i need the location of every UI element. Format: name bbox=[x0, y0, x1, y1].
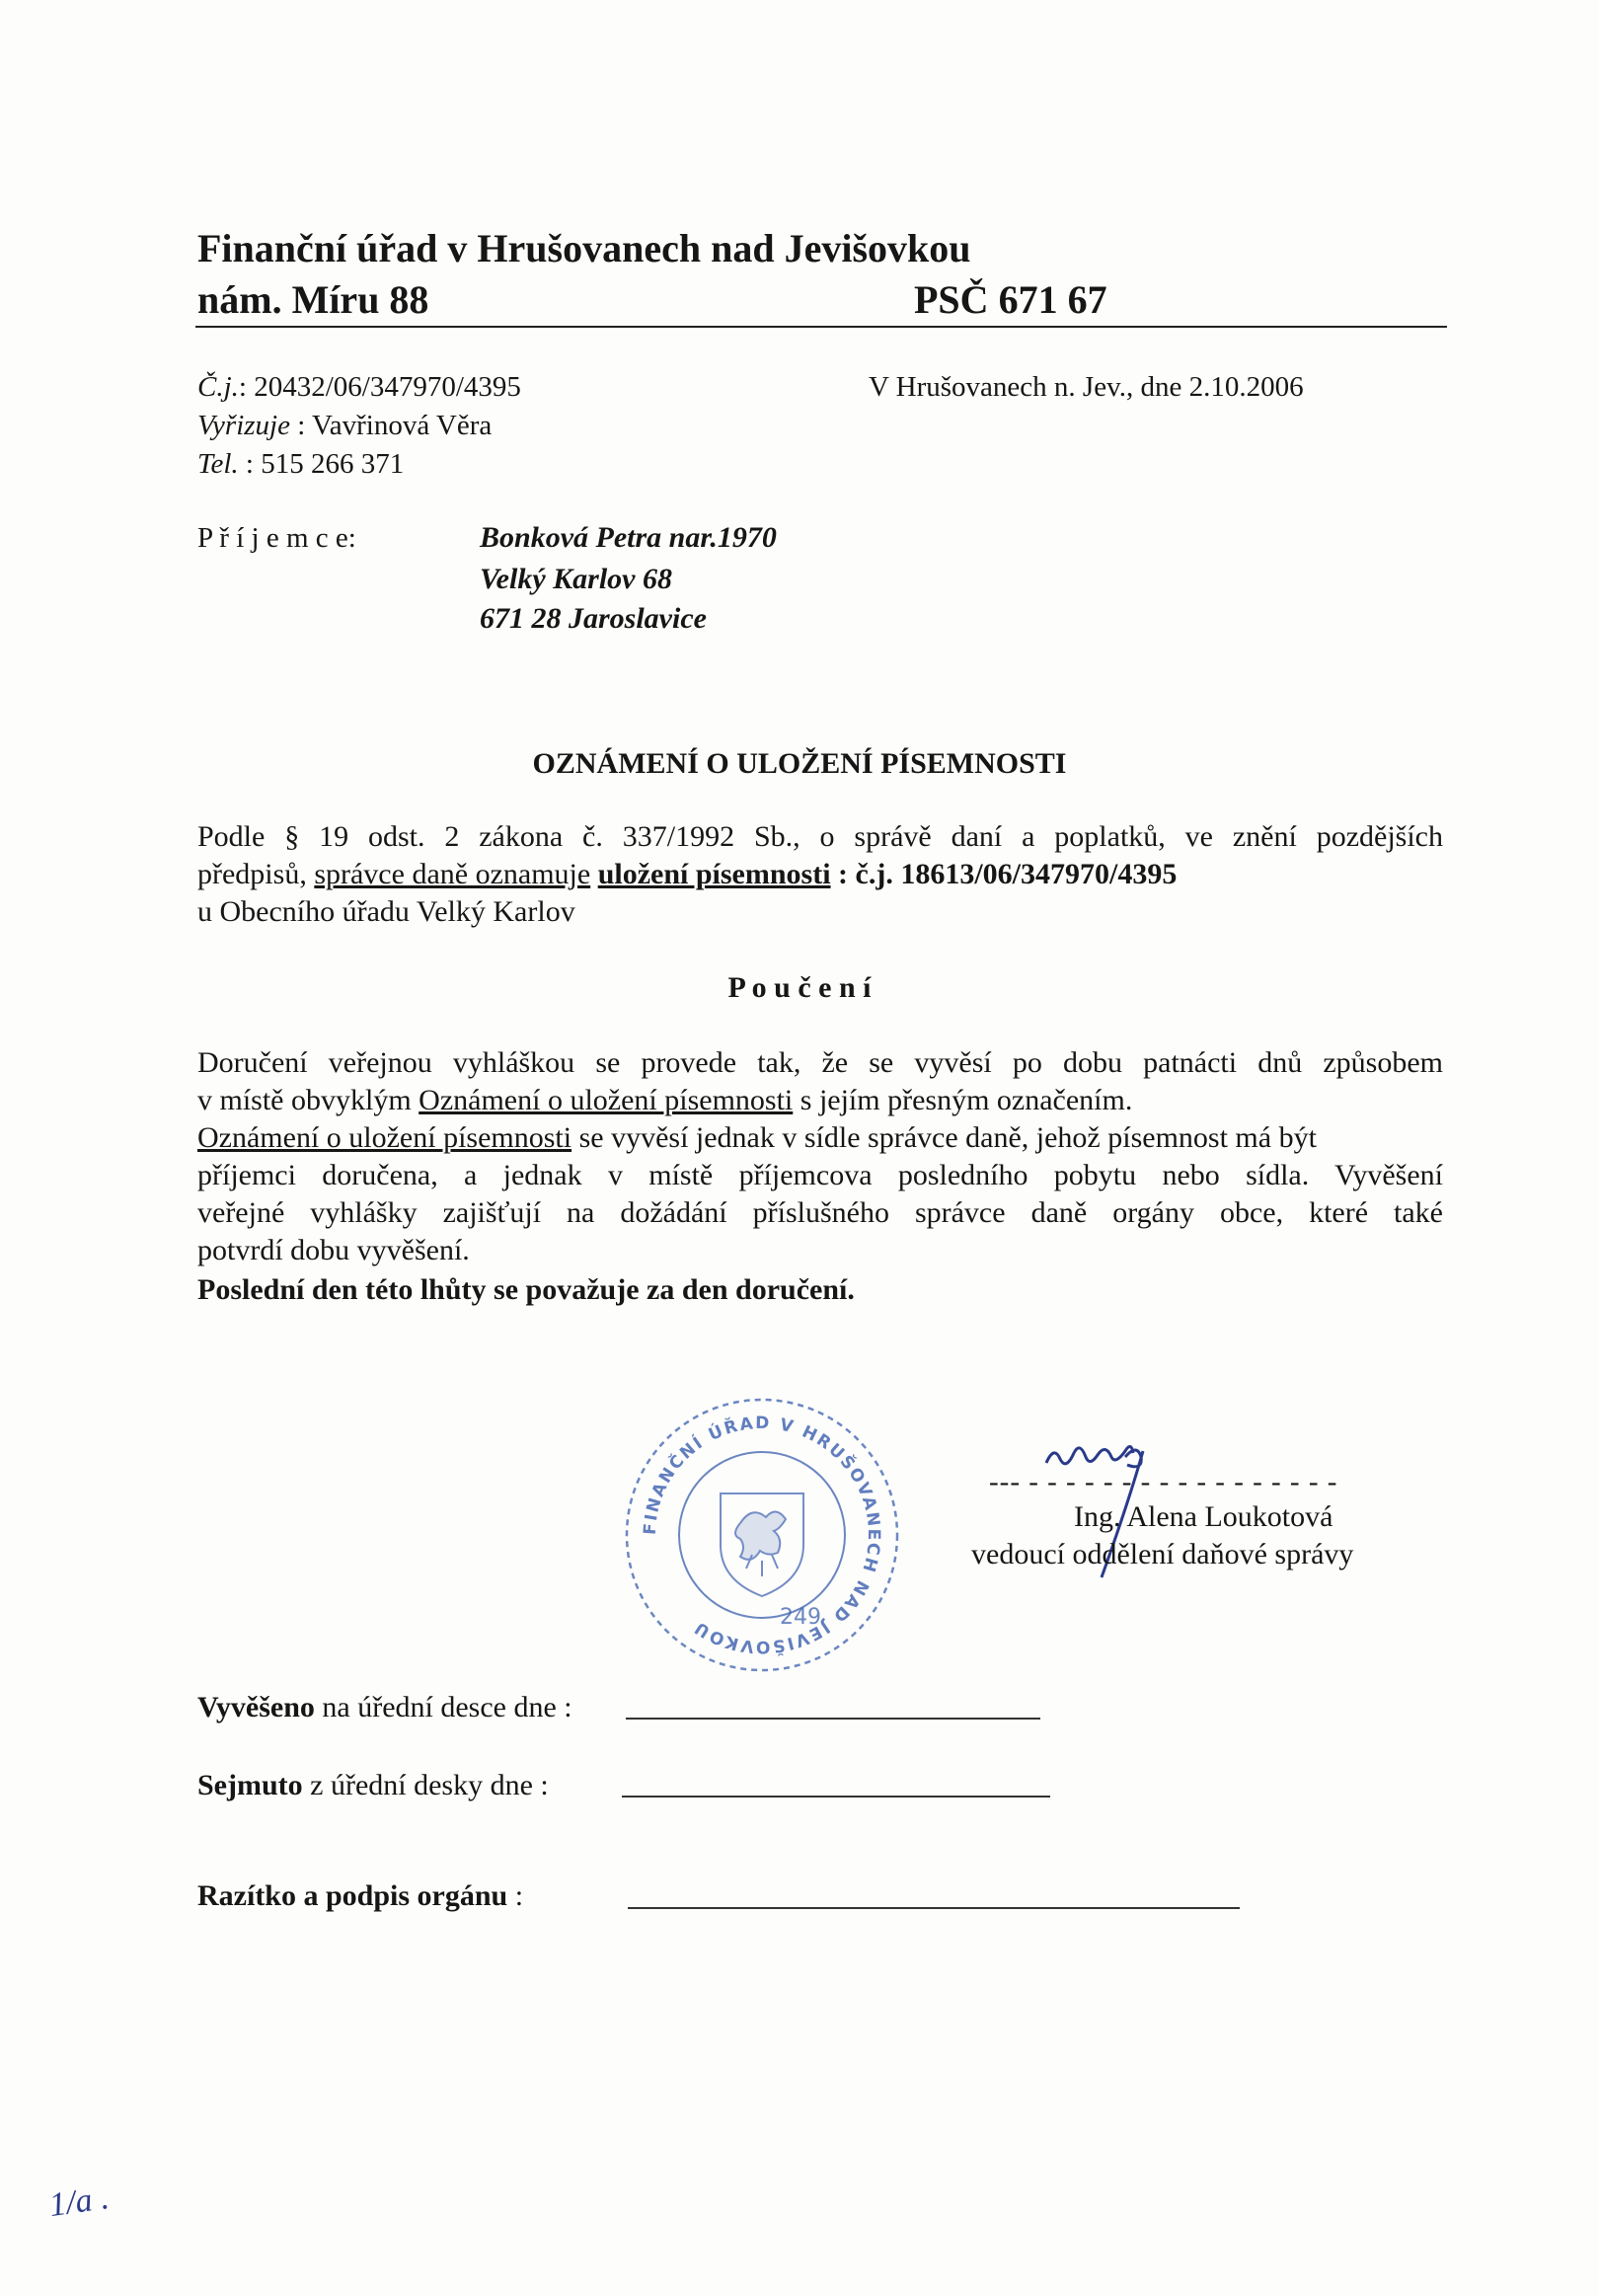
handwritten-note: 1/a . bbox=[46, 2179, 112, 2225]
instruction-heading: P o u č e n í bbox=[727, 971, 872, 1004]
recipient-street: Velký Karlov 68 bbox=[480, 563, 672, 595]
para2-line4: příjemci doručena, a jednak v místě příjemcova posledního pobytu nebo sídla. Vyvěšení bbox=[197, 1159, 1443, 1191]
para2-line5: veřejné vyhlášky zajišťují na dožádání příslušného správce daně orgány obce, které také bbox=[197, 1196, 1443, 1229]
recipient-city: 671 28 Jaroslavice bbox=[480, 602, 707, 635]
stamp-number: 249 bbox=[780, 1605, 821, 1630]
document-title: OZNÁMENÍ O ULOŽENÍ PÍSEMNOSTI bbox=[532, 747, 1067, 780]
posted-label: Vyvěšeno na úřední desce dne : bbox=[197, 1691, 572, 1723]
stamp-coat-of-arms-icon bbox=[721, 1493, 803, 1596]
stamp-ring-text: FINANČNÍ ÚŘAD V HRUŠOVANECH NAD JEVIŠOVKOU bbox=[640, 1413, 884, 1657]
official-stamp bbox=[614, 1387, 910, 1683]
para2-line3: Oznámení o uložení písemnosti se vyvěsí jednak v sídle správce daně, jehož písemnost má být bbox=[197, 1121, 1317, 1154]
header-rule bbox=[195, 326, 1447, 328]
handled-by: Vyřizuje : Vavřinová Věra bbox=[197, 410, 493, 441]
para1-line3: u Obecního úřadu Velký Karlov bbox=[197, 895, 575, 928]
para1-line1: Podle § 19 odst. 2 zákona č. 337/1992 Sb., o správě daní a poplatků, ve znění pozdějších bbox=[197, 820, 1443, 853]
para2-line6: potvrdí dobu vyvěšení. bbox=[197, 1234, 470, 1266]
stamp-signature-field[interactable] bbox=[628, 1907, 1240, 1909]
office-address: nám. Míru 88 bbox=[197, 277, 429, 322]
signatory-position: vedoucí oddělení daňové správy bbox=[971, 1538, 1354, 1570]
para2-line7: Poslední den této lhůty se považuje za den doručení. bbox=[197, 1273, 855, 1306]
para1-line2: předpisů, správce daně oznamuje uložení písemnosti : č.j. 18613/06/347970/4395 bbox=[197, 858, 1178, 890]
removed-label: Sejmuto z úřední desky dne : bbox=[197, 1769, 549, 1801]
phone: Tel. : 515 266 371 bbox=[197, 448, 405, 480]
recipient-name: Bonková Petra nar.1970 bbox=[480, 521, 777, 554]
posted-date-field[interactable] bbox=[626, 1718, 1040, 1720]
reference-number: Č.j.: 20432/06/347970/4395 bbox=[197, 371, 521, 403]
removed-date-field[interactable] bbox=[622, 1796, 1050, 1798]
para2-line2: v místě obvyklým Oznámení o uložení písemnosti s jejím přesným označením. bbox=[197, 1084, 1133, 1116]
place-and-date: V Hrušovanech n. Jev., dne 2.10.2006 bbox=[869, 371, 1304, 403]
office-postal-code: PSČ 671 67 bbox=[914, 277, 1107, 322]
office-name: Finanční úřad v Hrušovanech nad Jevišovkou bbox=[197, 226, 971, 270]
signatory-name: Ing. Alena Loukotová bbox=[1074, 1500, 1333, 1533]
para2-line1: Doručení veřejnou vyhláškou se provede tak, že se vyvěsí po dobu patnácti dnů způsobem bbox=[197, 1046, 1443, 1079]
recipient-label: P ř í j e m c e: bbox=[197, 522, 356, 554]
stamp-signature-label: Razítko a podpis orgánu : bbox=[197, 1879, 524, 1912]
signature-line: --- - - - - - - - - - - - - - - - - - bbox=[989, 1466, 1338, 1497]
